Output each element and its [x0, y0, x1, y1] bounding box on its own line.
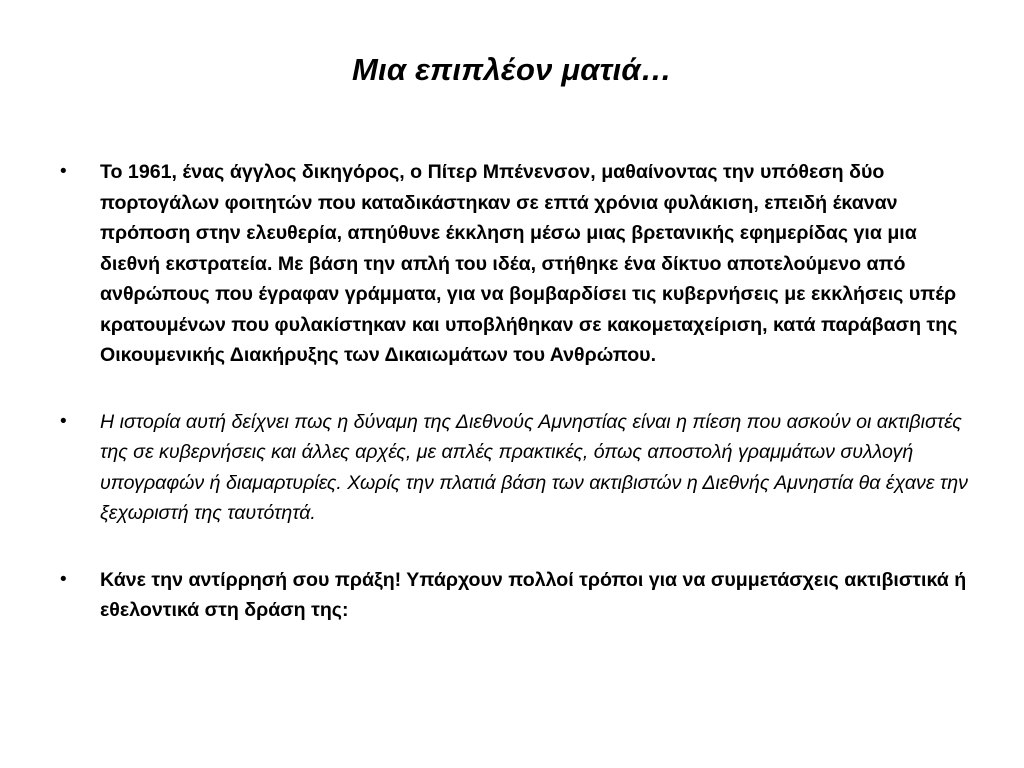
bullet-text: Το 1961, ένας άγγλος δικηγόρος, ο Πίτερ Μπένενσον, μαθαίνοντας την υπόθεση δύο πορτογάλων φοιτητών που καταδικάστηκαν σε επτά χρόνια φυλάκιση, επειδή έκαναν πρόποση στην ελευθερία, απηύθυνε έκκληση μέσω μιας βρετανικής εφημερίδας για μια διεθνή εκστρατεία. Με βάση την απλή του ιδέα, στήθηκε ένα δίκτυο αποτελούμενο από ανθρώπους που έγραφαν γράμματα, για να βομβαρδίσει τις κυβερνήσεις με εκκλήσεις υπέρ κρατουμένων που φυλακίστηκαν και υποβλήθηκαν σε κακομεταχείριση, κατά παράβαση της Οικουμενικής Διακήρυξης των Δικαιωμάτων του Ανθρώπου. — [100, 161, 958, 366]
bullet-list — [60, 157, 970, 626]
bullet-marker: • — [60, 161, 67, 182]
bullet-item-history — [60, 157, 970, 371]
bullet-marker: • — [60, 568, 67, 590]
slide-title: Μια επιπλέον ματιά… — [352, 52, 672, 87]
bullet-item-power — [60, 407, 970, 529]
bullet-marker: • — [60, 410, 67, 432]
bullet-item-call-to-action — [60, 565, 970, 626]
bullet-text: Η ιστορία αυτή δείχνει πως η δύναμη της Διεθνούς Αμνηστίας είναι η πίεση που ασκούν οι ακτιβιστές της σε κυβερνήσεις και άλλες αρχές, με απλές πρακτικές, όπως αποστολή γραμμάτων συλλογή υπογραφών ή διαμαρτυρίες. Χωρίς την πλατιά βάση των ακτιβιστών η Διεθνής Αμνηστία θα έχανε την ξεχωριστή της ταυτότητά. — [100, 410, 968, 524]
bullet-text: Κάνε την αντίρρησή σου πράξη! Υπάρχουν πολλοί τρόποι για να συμμετάσχεις ακτιβιστικά ή εθελοντικά στη δράση της: — [100, 568, 967, 621]
